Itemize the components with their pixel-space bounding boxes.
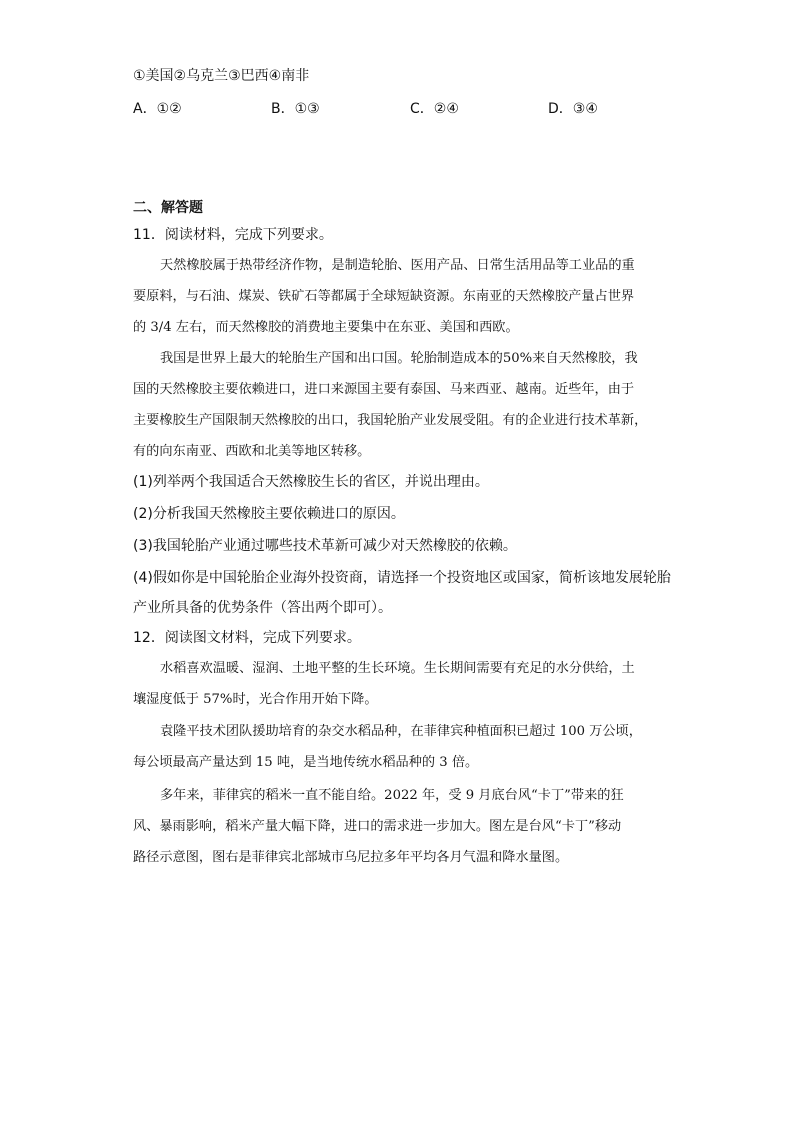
section-title: 二、解答题 xyxy=(133,200,203,216)
q12-material-p3-line: 路径示意图，图右是菲律宾北部城市乌尼拉多年平均各月气温和降水量图。 xyxy=(133,850,569,865)
q10-option-b[interactable]: B．①③ xyxy=(271,101,320,117)
q12-stem: 12．阅读图文材料，完成下列要求。 xyxy=(133,630,361,646)
q11-material-paragraph-1 xyxy=(133,250,663,343)
q11-subquestion-1: (1)列举两个我国适合天然橡胶生长的省区，并说出理由。 xyxy=(133,474,489,490)
q11-material-p2-line: 我国是世界上最大的轮胎生产国和出口国。轮胎制造成本的50%来自天然橡胶，我 xyxy=(160,351,638,366)
q11-subquestion-4-continued: 产业所具备的优势条件（答出两个即可）。 xyxy=(133,600,392,616)
q12-material-p2-line: 每公顷最高产量达到 15 吨，是当地传统水稻品种的 3 倍。 xyxy=(133,755,479,770)
q11-material-p1-line: 要原料，与石油、煤炭、铁矿石等都属于全球短缺资源。东南亚的天然橡胶产量占世界 xyxy=(133,289,635,304)
q12-material-p2-line: 袁隆平技术团队援助培育的杂交水稻品种，在菲律宾种植面积已超过 100 万公顷， xyxy=(160,724,642,739)
q10-option-c[interactable]: C．②④ xyxy=(410,101,459,117)
q11-material-p2-line: 有的向东南亚、西欧和北美等地区转移。 xyxy=(133,444,371,459)
q10-option-a[interactable]: A．①② xyxy=(133,101,182,117)
q11-material-p1-line: 天然橡胶属于热带经济作物，是制造轮胎、医用产品、日常生活用品等工业品的重 xyxy=(160,258,635,273)
q11-stem: 11．阅读材料，完成下列要求。 xyxy=(133,227,333,243)
q11-material-p2-line: 主要橡胶生产国限制天然橡胶的出口，我国轮胎产业发展受阻。有的企业进行技术革新， xyxy=(133,413,648,428)
q11-subquestion-4: (4)假如你是中国轮胎企业海外投资商，请选择一个投资地区或国家，简析该地发展轮胎 xyxy=(133,570,671,586)
q11-material-p1-line: 的 3/4 左右，而天然橡胶的消费地主要集中在东亚、美国和西欧。 xyxy=(133,320,519,335)
q12-material-p1-line: 水稻喜欢温暖、湿润、土地平整的生长环境。生长期间需要有充足的水分供给，土 xyxy=(160,661,635,676)
q11-material-p2-line: 国的天然橡胶主要依赖进口，进口来源国主要有泰国、马来西亚、越南。近些年，由于 xyxy=(133,382,635,397)
q12-material-p3-line: 多年来，菲律宾的稻米一直不能自给。2022 年，受 9 月底台风“卡丁”带来的狂 xyxy=(160,788,624,803)
q12-material-paragraph-2 xyxy=(133,716,663,778)
q11-material-paragraph-2 xyxy=(133,343,663,467)
q12-material-paragraph-3 xyxy=(133,780,663,873)
q10-choices-line: ①美国②乌克兰③巴西④南非 xyxy=(133,68,310,84)
q10-option-d[interactable]: D．③④ xyxy=(548,101,598,117)
q11-subquestion-2: (2)分析我国天然橡胶主要依赖进口的原因。 xyxy=(133,506,405,522)
q12-material-p3-line: 风、暴雨影响，稻米产量大幅下降，进口的需求进一步加大。图左是台风“卡丁”移动 xyxy=(133,819,622,834)
q12-material-paragraph-1 xyxy=(133,653,663,715)
q11-subquestion-3: (3)我国轮胎产业通过哪些技术革新可减少对天然橡胶的依赖。 xyxy=(133,538,517,554)
q12-material-p1-line: 壤湿度低于 57%时，光合作用开始下降。 xyxy=(133,692,378,707)
